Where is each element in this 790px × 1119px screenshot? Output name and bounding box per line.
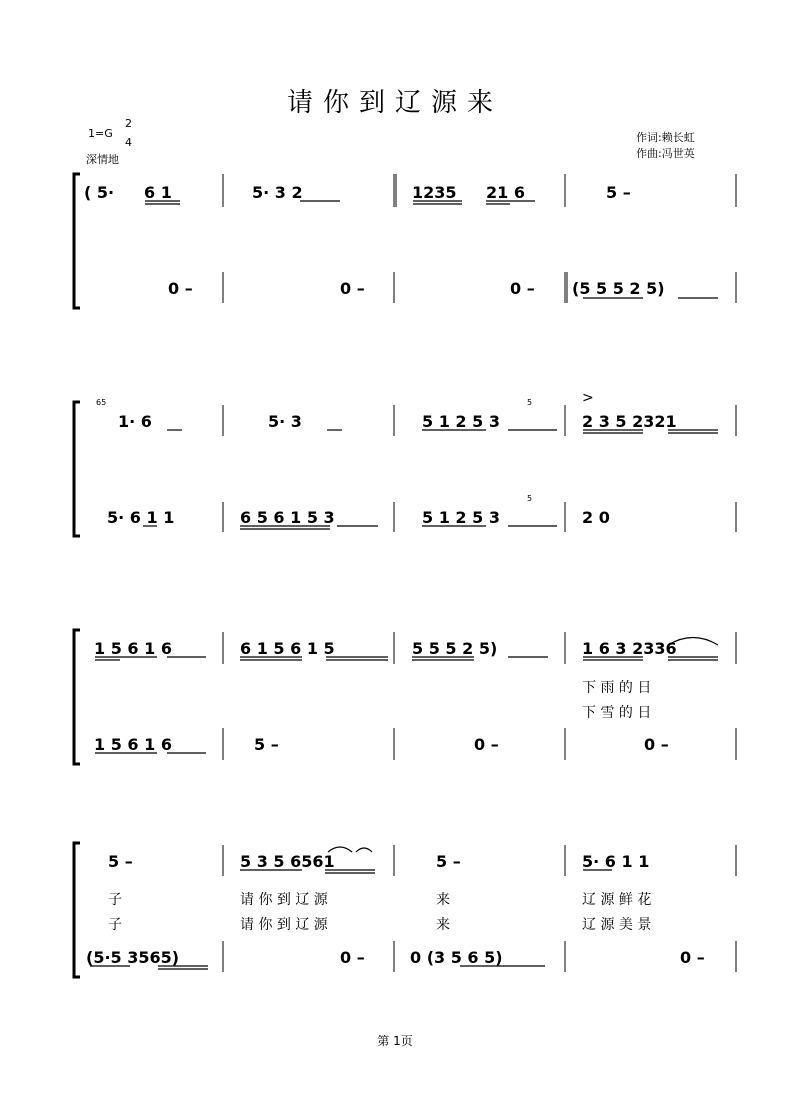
- s3-lower-m3: 0 –: [474, 735, 499, 754]
- s4-lower-m4: 0 –: [680, 948, 705, 967]
- s3-lower-m2: 5 –: [254, 735, 279, 754]
- s2-upper-grace-m3: 5: [527, 398, 533, 407]
- s4-lyrics2-m1: 子: [108, 917, 122, 933]
- s1-upper-m3a: 1235: [412, 183, 457, 202]
- s2-lower-m3: 5 1 2 5 3: [422, 508, 500, 527]
- time-signature-bottom: 4: [125, 136, 132, 149]
- s1-upper-m4: 5 –: [606, 183, 631, 202]
- s2-upper-m1: 1· 6: [118, 412, 152, 431]
- s2-upper-m4: 2 3 5 2321: [582, 412, 677, 431]
- s2-upper-m2: 5· 3: [268, 412, 302, 431]
- s4-lower-m1: (5·5 3565): [86, 948, 180, 967]
- key-signature: 1=G: [88, 127, 113, 140]
- system-bracket: [74, 843, 80, 977]
- system-bracket: [74, 402, 80, 536]
- s2-upper-m3: 5 1 2 5 3: [422, 412, 500, 431]
- composer-credit: 作曲:冯世英: [636, 147, 695, 160]
- s4-lyrics1-m4: 辽 源 鲜 花: [582, 892, 652, 908]
- page-number: 第 1页: [377, 1034, 413, 1048]
- s3-lower-m1: 1 5 6 1 6: [94, 735, 172, 754]
- s4-lyrics1-m1: 子: [108, 892, 122, 908]
- s4-lower-m3: 0 (3 5 6 5): [410, 948, 503, 967]
- s4-lower-m2: 0 –: [340, 948, 365, 967]
- system-bracket: [74, 630, 80, 764]
- s3-upper-m3: 5 5 5 2 5): [412, 639, 498, 658]
- s1-upper-m1b: 6 1: [144, 183, 172, 202]
- s4-upper-m2: 5 3 5 6561: [240, 852, 335, 871]
- s4-lyrics2-m3: 来: [436, 917, 450, 933]
- s4-upper-m1: 5 –: [108, 852, 133, 871]
- s4-lyrics1-m3: 来: [436, 892, 450, 908]
- s2-lower-m1: 5· 6 1 1: [107, 508, 175, 527]
- s3-lyrics-verse2: 下 雪 的 日: [582, 705, 652, 721]
- s3-upper-m4: 1 6 3 2336: [582, 639, 677, 658]
- s1-lower-m2: 0 –: [340, 279, 365, 298]
- accent-mark: >: [582, 390, 594, 406]
- s3-lyrics-verse1: 下 雨 的 日: [582, 680, 652, 696]
- song-title: 请你到辽源来: [286, 88, 503, 118]
- s1-upper-m2: 5· 3 2: [252, 183, 303, 202]
- tempo-marking: 深情地: [86, 153, 119, 166]
- lyricist-credit: 作词:赖长虹: [636, 131, 695, 144]
- s4-upper-m3: 5 –: [436, 852, 461, 871]
- s2-lower-m2: 6 5 6 1 5 3: [240, 508, 335, 527]
- s3-lower-m4: 0 –: [644, 735, 669, 754]
- s4-lyrics2-m2: 请 你 到 辽 源: [240, 917, 328, 933]
- s4-lyrics2-m4: 辽 源 美 景: [582, 917, 652, 933]
- s4-upper-m4: 5· 6 1 1: [582, 852, 650, 871]
- s2-grace-note: 65: [96, 398, 107, 407]
- time-signature-top: 2: [125, 117, 132, 130]
- s1-upper-m3b: 21 6: [486, 183, 525, 202]
- s3-upper-m2: 6 1 5 6 1 5: [240, 639, 335, 658]
- s4-lyrics1-m2: 请 你 到 辽 源: [240, 892, 328, 908]
- s1-upper-m1a: ( 5·: [84, 183, 115, 202]
- s2-lower-m4: 2 0: [582, 508, 610, 527]
- s1-lower-m3: 0 –: [510, 279, 535, 298]
- system-bracket: [74, 174, 80, 308]
- s2-lower-grace-m3: 5: [527, 494, 533, 503]
- s1-lower-m4: (5 5 5 2 5): [572, 279, 665, 298]
- s3-upper-m1: 1 5 6 1 6: [94, 639, 172, 658]
- s1-lower-m1: 0 –: [168, 279, 193, 298]
